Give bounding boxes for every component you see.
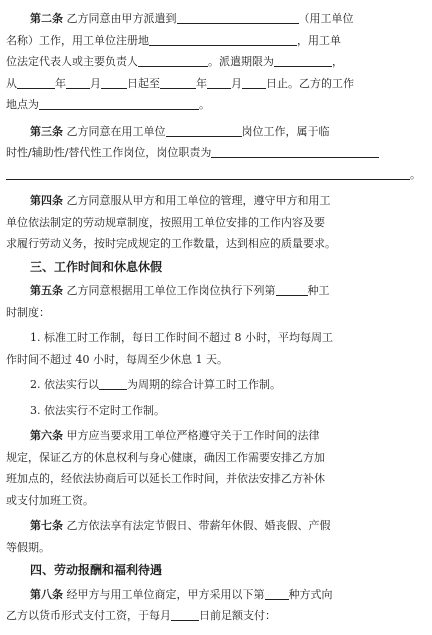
legal-rep-blank[interactable] [138, 54, 208, 67]
art3-text: 乙方同意在用工单位 [66, 124, 166, 138]
art2-text: 日起至 [127, 76, 160, 90]
art3-text: 时性/辅助性/替代性工作岗位，岗位职责为 [6, 146, 212, 159]
art2-line1 [6, 8, 426, 30]
art6-line4: 或支付加班工资。 [6, 493, 94, 507]
art6-line3: 班加点的，经依法协商后可以延长工作时间，并依法安排乙方补休 [6, 472, 325, 485]
art2-text: （用工单位 [298, 12, 354, 25]
art8-text: 日前足额支付： [199, 609, 276, 622]
section-heading: 四、劳动报酬和福利待遇 [30, 563, 163, 577]
hours-system-choice-blank[interactable] [276, 283, 308, 296]
art4-line1 [6, 190, 426, 212]
art4-text: 乙方同意服从甲方和用工单位的管理，遵守甲方和用工 [66, 194, 331, 207]
art2-text: ， [332, 55, 343, 68]
start-month-blank[interactable] [66, 76, 90, 89]
art8-line2 [6, 605, 426, 627]
art4-label: 第四条 [30, 194, 63, 207]
art3-text: 。 [410, 167, 421, 181]
art7-line1 [6, 515, 426, 537]
art2-text: 月 [231, 76, 242, 90]
end-month-blank[interactable] [207, 76, 231, 89]
art6-label: 第六条 [30, 429, 63, 442]
art2-text: 日止。乙方的工作 [266, 76, 354, 90]
art7-text: 乙方依法享有法定节假日、带薪年休假、婚丧假、产假 [66, 519, 331, 532]
art4-line2: 单位依法制定的劳动规章制度，按照用工单位安排的工作内容及要 [6, 215, 325, 229]
registered-address-blank[interactable] [149, 33, 297, 46]
art5-item1-cont: 作时间不超过 40 小时，每周至少休息 1 天。 [6, 352, 228, 366]
art2-text: 月 [90, 76, 101, 90]
art3-line2 [6, 142, 426, 164]
art5-item1: 1. 标准工时工作制，每日工作时间不超过 8 小时，平均每周工 [30, 331, 333, 344]
art8-line1 [6, 584, 426, 606]
art2-text: 乙方同意由甲方派遣到 [66, 12, 177, 25]
art4-line3: 求履行劳动义务，按时完成规定的工作数量，达到相应的质量要求。 [6, 237, 336, 250]
employer-name-blank[interactable] [177, 11, 299, 24]
art7-line2: 等假期。 [6, 540, 50, 554]
art5-text: 种工 [307, 284, 330, 297]
end-year-blank[interactable] [160, 76, 196, 89]
art6-text: 甲方应当要求用工单位严格遵守关于工作时间的法律 [66, 429, 320, 442]
start-day-blank[interactable] [101, 76, 127, 89]
art3-label: 第三条 [30, 124, 63, 138]
position-blank[interactable] [166, 124, 242, 137]
art5-label: 第五条 [30, 284, 63, 297]
art7-label: 第七条 [30, 519, 63, 532]
dispatch-period-blank[interactable] [274, 54, 332, 67]
art8-text: 乙方以货币形式支付工资，于每月 [6, 609, 171, 622]
section-heading: 三、工作时间和休息休假 [30, 259, 163, 274]
payment-method-choice-blank[interactable] [265, 587, 289, 600]
pay-day-blank[interactable] [171, 608, 199, 621]
job-duties-continued-blank[interactable] [6, 167, 410, 180]
job-duties-blank[interactable] [211, 145, 379, 158]
art5-text: 2. 依法实行以 [30, 378, 99, 391]
art2-text: 地点为 [6, 98, 39, 111]
art3-line3 [6, 164, 426, 186]
art5-text: 为周期的综合计算工时工作制。 [127, 378, 281, 391]
art2-text: 名称）工作，用工单位注册地 [6, 33, 149, 47]
art6-line2: 规定，保证乙方的休息权利与身心健康，确因工作需要安排乙方加 [6, 450, 325, 464]
art5-text: 乙方同意根据用工单位工作岗位执行下列第 [66, 284, 276, 297]
art2-label: 第二条 [30, 12, 63, 25]
art2-text: ，用工单 [297, 33, 341, 47]
art5-line1 [6, 280, 426, 302]
art2-line3 [6, 51, 426, 73]
cycle-period-blank[interactable] [99, 377, 127, 390]
art5-item2 [6, 374, 426, 396]
work-location-blank[interactable] [39, 97, 199, 110]
end-day-blank[interactable] [242, 76, 266, 89]
contract-page [6, 8, 426, 627]
art2-line5 [6, 94, 426, 116]
start-year-blank[interactable] [17, 76, 55, 89]
art2-line2 [6, 30, 426, 52]
art2-text: 从 [6, 76, 17, 90]
art8-text: 种方式向 [288, 587, 333, 601]
art2-text: 位法定代表人或主要负责人 [6, 55, 138, 68]
art2-text: 。 [199, 98, 210, 111]
art5-line2: 时制度： [6, 305, 50, 319]
art8-label: 第八条 [30, 587, 63, 601]
art3-text: 岗位工作，属于临 [241, 124, 330, 138]
art2-line4 [6, 73, 426, 95]
art3-line1 [6, 121, 426, 143]
art8-text: 经甲方与用工单位商定，甲方采用以下第 [66, 587, 265, 601]
art2-text: 年 [55, 76, 66, 90]
art5-item3: 3. 依法实行不定时工作制。 [30, 403, 165, 417]
art6-line1 [6, 425, 426, 447]
art2-text: 。派遣期限为 [208, 55, 274, 68]
art2-text: 年 [196, 76, 207, 90]
